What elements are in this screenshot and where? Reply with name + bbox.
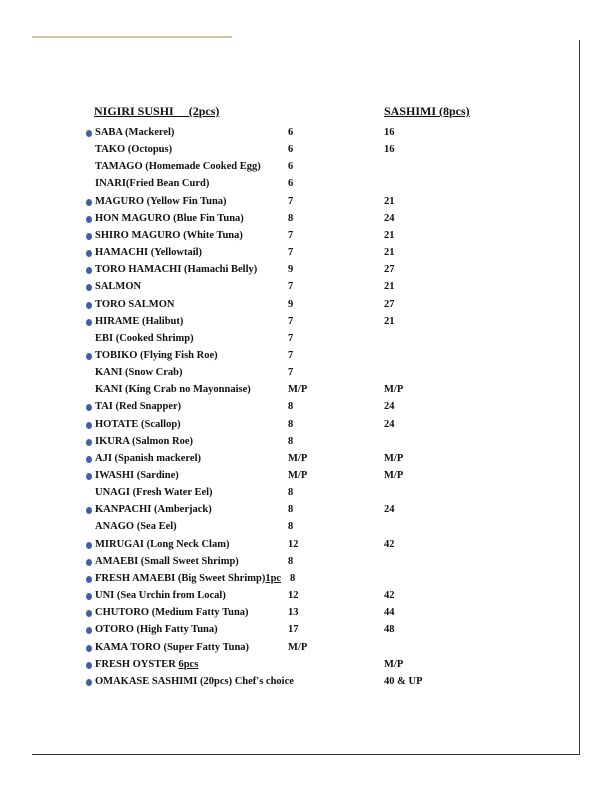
bullet-icon — [86, 593, 92, 600]
menu-item-name-text: KANI (Snow Crab) — [95, 367, 183, 379]
nigiri-price: 8 — [288, 521, 294, 533]
nigiri-price: 7 — [288, 229, 294, 241]
menu-item-name-text: TAI (Red Snapper) — [95, 401, 182, 413]
menu-item-name-text: INARI(Fried Bean Curd) — [95, 178, 210, 190]
nigiri-price: 12 — [288, 538, 299, 550]
nigiri-price: 6 — [288, 161, 294, 173]
bullet-icon — [86, 216, 92, 223]
nigiri-price: 8 — [288, 212, 294, 224]
sashimi-price: M/P — [384, 452, 404, 464]
nigiri-price: 8 — [288, 555, 294, 567]
menu-item-name — [95, 539, 229, 550]
menu-item-row — [0, 177, 612, 194]
bullet-icon — [86, 130, 92, 137]
menu-item-name-text: KANI (King Crab no Mayonnaise) — [95, 384, 251, 396]
nigiri-price: 7 — [288, 195, 294, 207]
menu-item-name — [95, 350, 218, 361]
menu-item-row — [0, 452, 612, 469]
menu-item-name — [95, 504, 212, 515]
nigiri-price: M/P — [288, 470, 308, 481]
menu-item-name — [95, 247, 202, 258]
menu-item-row — [0, 246, 612, 263]
nigiri-price: 6 — [288, 178, 294, 190]
menu-item-name — [95, 401, 181, 412]
menu-item-row — [0, 606, 612, 623]
menu-item-name-text: KANPACHI (Amberjack) — [95, 504, 212, 516]
menu-item-row — [0, 280, 612, 297]
menu-item-row — [0, 589, 612, 606]
menu-item-row — [0, 641, 612, 658]
menu-item-name — [95, 196, 227, 207]
sashimi-price: 24 — [384, 504, 395, 516]
nigiri-price: 8 — [288, 401, 294, 413]
menu-item-row — [0, 229, 612, 246]
nigiri-price: M/P — [288, 641, 308, 653]
page-border-bottom — [32, 754, 580, 755]
sashimi-price: M/P — [384, 658, 404, 670]
menu-item-name — [95, 144, 172, 155]
bullet-icon — [86, 576, 92, 583]
menu-item-name — [95, 384, 251, 395]
bullet-icon — [86, 302, 92, 309]
sashimi-price: M/P — [384, 470, 404, 481]
sashimi-price: 42 — [384, 590, 395, 602]
nigiri-price: 6 — [288, 127, 294, 138]
bullet-icon — [86, 404, 92, 411]
bullet-icon — [86, 199, 92, 206]
nigiri-price: 7 — [288, 281, 294, 293]
menu-item-name-text: MIRUGAI (Long Neck Clam) — [95, 538, 230, 550]
menu-item-row — [0, 160, 612, 177]
nigiri-price: M/P — [288, 384, 308, 396]
bullet-icon — [86, 473, 92, 480]
menu-item-row — [0, 143, 612, 160]
menu-item-name — [95, 213, 244, 224]
menu-item-row — [0, 332, 612, 349]
nigiri-price: 7 — [288, 367, 294, 379]
menu-item-row — [0, 298, 612, 315]
menu-item-name — [95, 573, 281, 584]
menu-item-name-text: FRESH AMAEBI (Big Sweet Shrimp) — [95, 572, 266, 584]
menu-item-name — [95, 556, 239, 567]
nigiri-price: 7 — [288, 247, 294, 259]
menu-item-name — [95, 453, 201, 464]
nigiri-header-name: NIGIRI SUSHI — [94, 104, 174, 118]
sashimi-price: 44 — [384, 607, 395, 619]
bullet-icon — [86, 645, 92, 652]
bullet-icon — [86, 422, 92, 429]
sashimi-price: 24 — [384, 418, 395, 430]
sashimi-price: 16 — [384, 127, 395, 138]
sashimi-price: 21 — [384, 247, 395, 259]
menu-item-name — [95, 436, 193, 447]
bullet-icon — [86, 353, 92, 360]
menu-item-row — [0, 503, 612, 520]
menu-item-name-text: EBI (Cooked Shrimp) — [95, 332, 194, 344]
menu-item-name — [95, 299, 174, 310]
menu-item-name-text: HOTATE (Scallop) — [95, 418, 181, 430]
sashimi-price: 42 — [384, 538, 395, 550]
bullet-icon — [86, 456, 92, 463]
bullet-icon — [86, 662, 92, 669]
sashimi-price: 40 & UP — [384, 675, 423, 687]
menu-item-name-text: IKURA (Salmon Roe) — [95, 435, 194, 447]
nigiri-price: 13 — [288, 607, 299, 619]
bullet-icon — [86, 284, 92, 291]
menu-item-name-text: AMAEBI (Small Sweet Shrimp) — [95, 555, 239, 567]
menu-item-name-text: UNAGI (Fresh Water Eel) — [95, 487, 213, 499]
nigiri-price: 8 — [288, 418, 294, 430]
bullet-icon — [86, 610, 92, 617]
menu-item-name-suffix: 6pcs — [178, 658, 199, 670]
sashimi-header: SASHIMI (8pcs) — [384, 104, 470, 118]
sashimi-price: 27 — [384, 298, 395, 310]
menu-item-name-suffix: 1pc — [265, 572, 282, 584]
nigiri-price: 7 — [288, 349, 294, 361]
bullet-icon — [86, 679, 92, 686]
menu-item-row — [0, 658, 612, 675]
bullet-icon — [86, 439, 92, 446]
menu-item-row — [0, 675, 612, 692]
bullet-icon — [86, 319, 92, 326]
menu-item-row — [0, 126, 612, 143]
menu-item-name-text: MAGURO (Yellow Fin Tuna) — [95, 195, 227, 207]
menu-item-name-text: HAMACHI (Yellowtail) — [95, 247, 203, 259]
menu-item-row — [0, 263, 612, 280]
bullet-icon — [86, 507, 92, 514]
menu-item-name-text: TAMAGO (Homemade Cooked Egg) — [95, 161, 261, 173]
menu-item-name — [95, 281, 141, 292]
nigiri-price: 9 — [288, 264, 294, 276]
bullet-icon — [86, 233, 92, 240]
menu-item-row — [0, 400, 612, 417]
sashimi-price: M/P — [384, 384, 404, 396]
nigiri-price: 9 — [288, 298, 294, 310]
menu-item-name — [95, 333, 194, 344]
bullet-icon — [86, 627, 92, 634]
sashimi-price: 21 — [384, 281, 395, 293]
nigiri-price: 6 — [288, 144, 294, 156]
nigiri-price: 7 — [288, 315, 294, 327]
sashimi-price: 21 — [384, 315, 395, 327]
menu-item-name — [95, 607, 249, 618]
menu-item-name — [95, 659, 198, 670]
menu-item-row — [0, 315, 612, 332]
menu-item-name-text: SALMON — [95, 281, 142, 293]
nigiri-price: M/P — [288, 452, 308, 464]
menu-item-name-text: ANAGO (Sea Eel) — [95, 521, 177, 533]
menu-item-row — [0, 555, 612, 572]
sashimi-price: 48 — [384, 624, 395, 636]
menu-item-name — [95, 419, 181, 430]
menu-item-name-text: TORO SALMON — [95, 298, 175, 310]
menu-item-row — [0, 383, 612, 400]
menu-item-row — [0, 538, 612, 555]
menu-item-name-text: UNI (Sea Urchin from Local) — [95, 590, 226, 602]
nigiri-price: 7 — [288, 332, 294, 344]
menu-item-name — [95, 367, 183, 378]
menu-item-name — [95, 470, 179, 481]
menu-item-row — [0, 418, 612, 435]
menu-item-name — [95, 230, 243, 241]
nigiri-price: 8 — [288, 435, 294, 447]
menu-item-name — [95, 316, 183, 327]
menu-item-name — [95, 521, 177, 532]
menu-item-name-text: KAMA TORO (Super Fatty Tuna) — [95, 641, 250, 653]
menu-item-name — [95, 161, 261, 172]
menu-item-name — [95, 676, 294, 687]
menu-item-row — [0, 212, 612, 229]
nigiri-sushi-header — [94, 104, 219, 119]
nigiri-price: 8 — [288, 504, 294, 516]
nigiri-header-qty: (2pcs) — [188, 104, 220, 118]
menu-item-name-text: SABA (Mackerel) — [95, 127, 175, 138]
menu-item-row — [0, 469, 612, 486]
bullet-icon — [86, 267, 92, 274]
bullet-icon — [86, 250, 92, 257]
menu-item-row — [0, 486, 612, 503]
nigiri-price: 17 — [288, 624, 299, 636]
menu-item-name — [95, 264, 257, 275]
nigiri-price: 8 — [288, 487, 294, 499]
menu-item-name-text: OMAKASE SASHIMI (20pcs) Chef's choice — [95, 675, 294, 687]
menu-item-row — [0, 195, 612, 212]
bullet-icon — [86, 542, 92, 549]
sashimi-price: 21 — [384, 195, 395, 207]
sashimi-price: 24 — [384, 401, 395, 413]
menu-item-name-text: HIRAME (Halibut) — [95, 315, 184, 327]
sashimi-price: 16 — [384, 144, 395, 156]
menu-item-row — [0, 572, 612, 589]
nigiri-price: 12 — [288, 590, 299, 602]
menu-item-name-text: HON MAGURO (Blue Fin Tuna) — [95, 212, 244, 224]
menu-item-name-text: TORO HAMACHI (Hamachi Belly) — [95, 264, 258, 276]
scan-artifact-line — [32, 36, 232, 38]
menu-item-name-text: TOBIKO (Flying Fish Roe) — [95, 349, 218, 361]
menu-item-name-text: CHUTORO (Medium Fatty Tuna) — [95, 607, 249, 619]
menu-item-name-text: SHIRO MAGURO (White Tuna) — [95, 229, 243, 241]
sashimi-price: 27 — [384, 264, 395, 276]
menu-item-name — [95, 624, 218, 635]
menu-item-name-text: TAKO (Octopus) — [95, 144, 173, 156]
menu-item-name — [95, 590, 226, 601]
menu-item-row — [0, 520, 612, 537]
bullet-icon — [86, 559, 92, 566]
sashimi-price: 24 — [384, 212, 395, 224]
menu-item-name — [95, 487, 213, 498]
menu-item-name — [95, 642, 249, 653]
menu-item-name-text: IWASHI (Sardine) — [95, 470, 179, 481]
menu-item-name-text: FRESH OYSTER — [95, 658, 179, 670]
sashimi-price: 21 — [384, 229, 395, 241]
menu-item-name-text: OTORO (High Fatty Tuna) — [95, 624, 218, 636]
menu-item-name-text: AJI (Spanish mackerel) — [95, 452, 201, 464]
menu-item-row — [0, 435, 612, 452]
menu-item-row — [0, 349, 612, 366]
menu-item-name — [95, 127, 174, 138]
nigiri-price: 8 — [290, 572, 296, 584]
menu-item-name — [95, 178, 209, 189]
menu-item-row — [0, 623, 612, 640]
menu-item-row — [0, 366, 612, 383]
